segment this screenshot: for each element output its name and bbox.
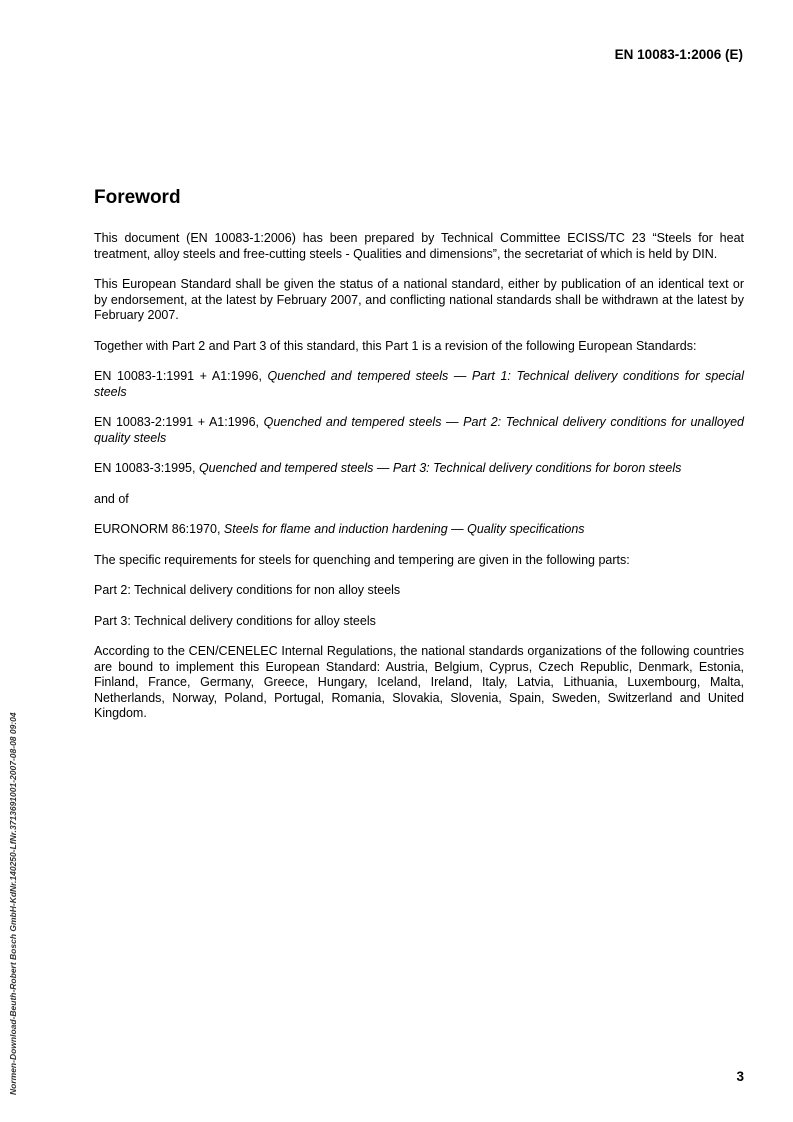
foreword-paragraph-revision: Together with Part 2 and Part 3 of this standard, this Part 1 is a revision of the following European Standards: xyxy=(94,338,697,353)
foreword-paragraph-preparation: This document (EN 10083-1:2006) has been prepared by Technical Committee ECISS/TC 23 “Steels for heat treatment, alloy steels and free-cutting steels - Qualities and dimensions”, the secretariat of which is held by DIN. xyxy=(94,231,744,261)
euronorm-code: EURONORM 86:1970, xyxy=(94,522,224,536)
part-2-description: Part 2: Technical delivery conditions for non alloy steels xyxy=(94,583,401,597)
standard-3-title: Quenched and tempered steels — Part 3: Technical delivery conditions for boron steels xyxy=(198,461,682,475)
foreword-paragraph-implementation: According to the CEN/CENELEC Internal Regulations, the national standards organizations of the following countries are bound to implement this European Standard: Austria, Belgium, Cyprus, Czech Republic, Denmark, Estonia, Finland, France, Germany, Greece, Hungary, Iceland, Ireland, Italy, Latvia, Lithuania, Luxembourg, Malta, Netherlands, Norway, Poland, Portugal, Romania, Slovakia, Slovenia, Spain, Sweden, Switzerland and United Kingdom. xyxy=(94,644,744,720)
standard-3-code: EN 10083-3:1995, xyxy=(94,461,199,475)
foreword-heading: Foreword xyxy=(94,187,181,208)
foreword-paragraph-status: This European Standard shall be given the status of a national standard, either by publication of an identical text or by endorsement, at the latest by February 2007, and conflicting national standards shall be withdrawn at the latest by February 2007. xyxy=(94,277,744,322)
standard-1-title: Quenched and tempered steels — Part 1: Technical delivery conditions for special steels xyxy=(94,369,744,399)
and-of-text: and of xyxy=(94,491,129,506)
standard-2-code: EN 10083-2:1991 + A1:1996, xyxy=(94,415,264,429)
page-number: 3 xyxy=(736,1069,744,1084)
standard-2-title: Quenched and tempered steels — Part 2: Technical delivery conditions for unalloyed quality steels xyxy=(94,415,744,445)
standard-1-code: EN 10083-1:1991 + A1:1996, xyxy=(94,369,268,383)
standard-reference-2 xyxy=(94,415,744,446)
euronorm-title: Steels for flame and induction hardening — Quality specifications xyxy=(223,522,585,536)
foreword-paragraph-parts-intro: The specific requirements for steels for quenching and tempering are given in the following parts: xyxy=(94,552,630,567)
foreword-body xyxy=(94,231,744,722)
download-watermark-note: Normen-Download-Beuth-Robert Bosch GmbH-KdNr.140250-LfNr.3713691001-2007-08-08 09:04 xyxy=(8,712,18,1095)
standard-reference-euronorm xyxy=(94,522,744,538)
document-id-header: EN 10083-1:2006 (E) xyxy=(614,47,743,62)
part-3-description: Part 3: Technical delivery conditions for alloy steels xyxy=(94,613,376,628)
standard-reference-3 xyxy=(94,461,744,477)
standard-reference-1 xyxy=(94,369,744,400)
